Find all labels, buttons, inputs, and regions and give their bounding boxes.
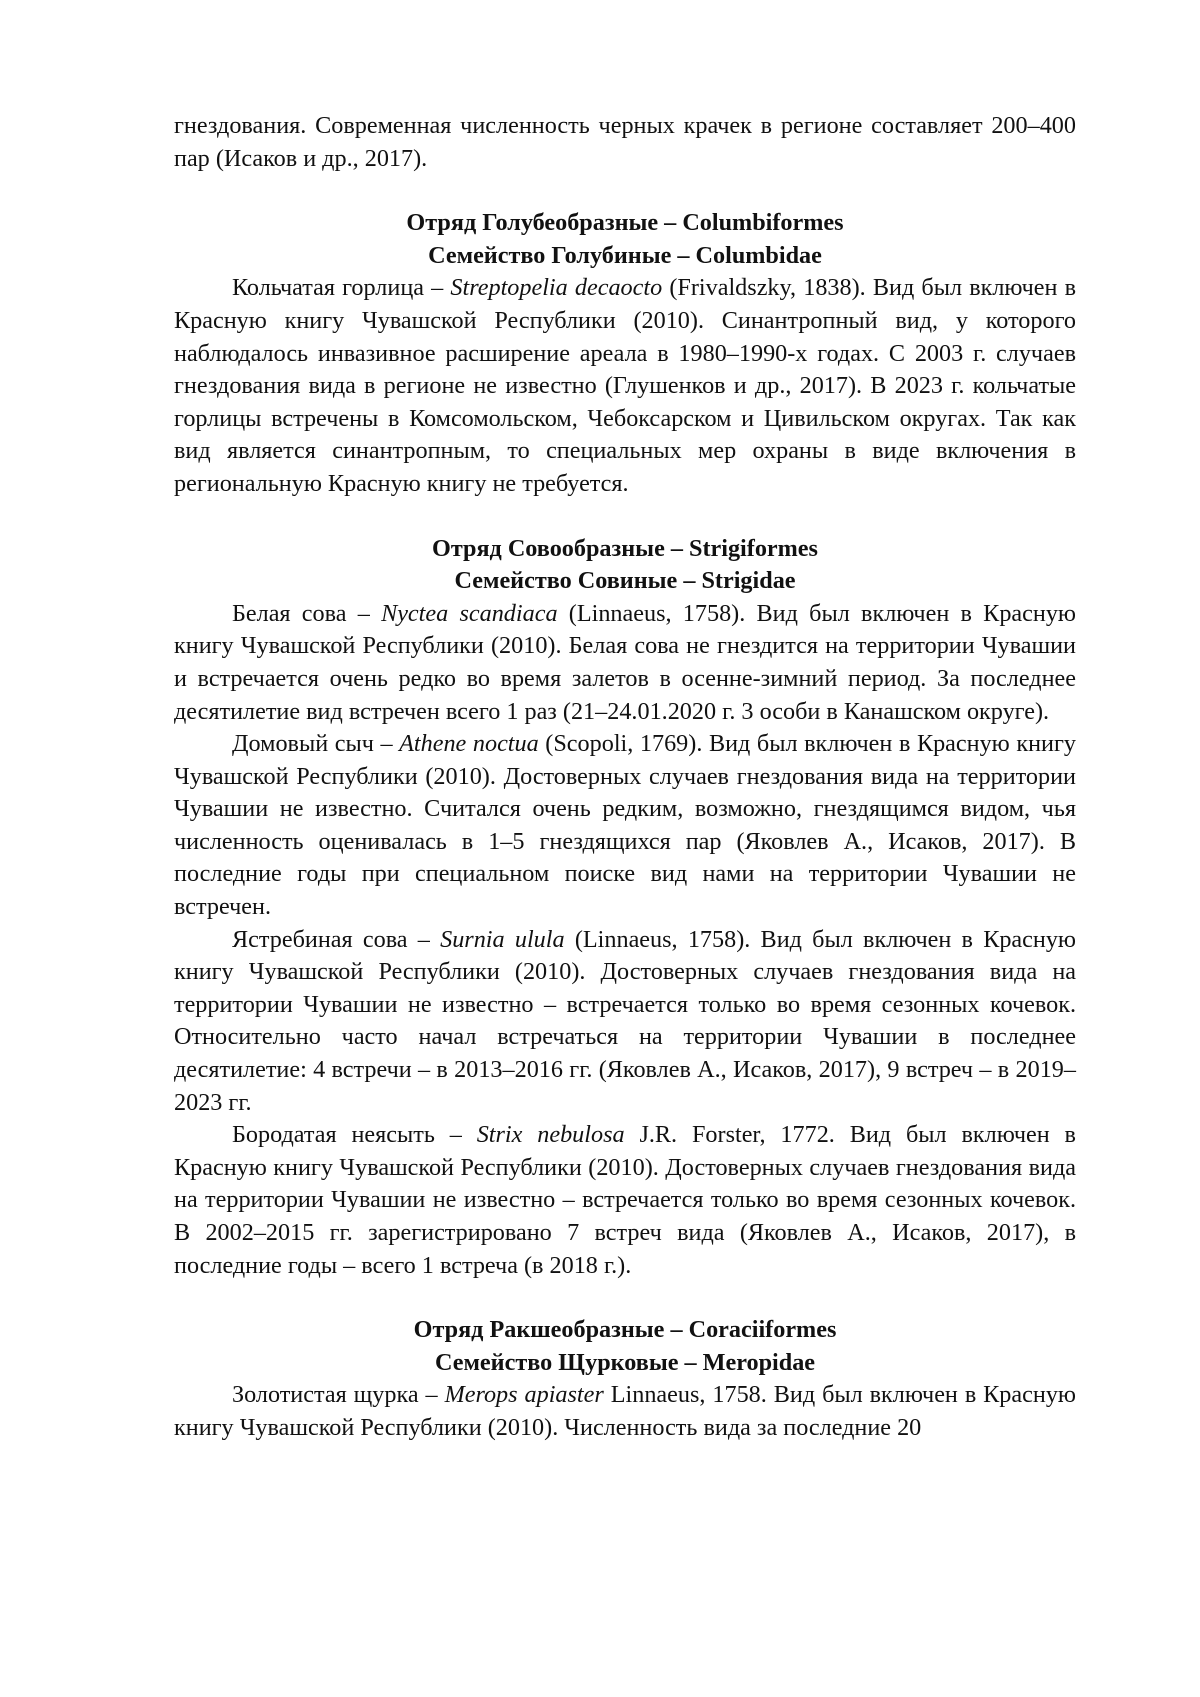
paragraph-black-tern-end [174,110,1076,175]
order-heading-strigiformes: Отряд Совообразные – Strigiformes [432,534,818,562]
species-description: J.R. Forster, 1772. Вид был включен в Красную книгу Чувашской Республики (2010). Достоверных случаев гнездования вида на территории Чувашии не известно – встречается только во время сезонных кочевок. В 2002–2015 гг. зарегистрировано 7 встреч вида (Яковлев А., Исаков, 2017), в последние годы – всего 1 встреча (в 2018 г.). [174,1121,1076,1279]
paragraph-surnia [174,924,1076,1120]
species-scientific-name: Strix nebulosa [476,1121,625,1149]
section-gap [174,175,1076,207]
paragraph-merops [174,1379,1076,1444]
species-common-name: Домовый сыч – [232,730,400,758]
family-heading-strigidae: Семейство Совиные – Strigidae [454,567,796,595]
species-description: Linnaeus, 1758. Вид был включен в Красную книгу Чувашской Республики (2010). Численность вида за последние 20 [174,1381,1076,1441]
paragraph-streptopelia [174,272,1076,500]
family-heading-columbidae: Семейство Голубиные – Columbidae [428,241,822,269]
species-scientific-name: Merops apiaster [444,1381,604,1409]
species-description: (Frivaldszky, 1838). Вид был включен в Красную книгу Чувашской Республики (2010). Синантропный вид, у которого наблюдалось инвазивное расширение ареала в 1980–1990-х годах. С 2003 г. случаев гнездования вида в регионе не известно (Глушенков и др., 2017). В 2023 г. кольчатые горлицы встречены в Комсомольском, Чебоксарском и Цивильском округах. Так как вид является синантропным, то специальных мер охраны в виде включения в региональную Красную книгу не требуется. [174,274,1076,497]
species-scientific-name: Streptopelia decaocto [450,274,663,302]
species-description: (Scopoli, 1769). Вид был включен в Красную книгу Чувашской Республики (2010). Достоверных случаев гнездования вида на территории Чувашии не известно. Считался очень редким, возможно, гнездящимся видом, чья численность оценивалась в 1–5 гнездящихся пар (Яковлев А., Исаков, 2017). В последние годы при специальном поиске вид нами на территории Чувашии не встречен. [174,730,1076,921]
order-heading-coraciiformes: Отряд Ракшеобразные – Coraciiformes [413,1316,837,1344]
species-common-name: Ястребиная сова – [232,925,441,953]
species-description: (Linnaeus, 1758). Вид был включен в Красную книгу Чувашской Республики (2010). Белая сова не гнездится на территории Чувашии и встречается очень редко во время залетов в осенне-зимний период. За последнее десятилетие вид встречен всего 1 раз (21–24.01.2020 г. 3 особи в Канашском округе). [174,599,1076,725]
species-scientific-name: Athene noctua [399,730,539,758]
species-scientific-name: Nyctea scandiaca [381,599,558,627]
species-common-name: Белая сова – [232,599,382,627]
species-common-name: Бородатая неясыть – [232,1121,477,1149]
paragraph-strix [174,1119,1076,1282]
order-heading-columbiformes: Отряд Голубеобразные – Columbiformes [406,209,844,237]
paragraph-athene [174,728,1076,924]
species-description: (Linnaeus, 1758). Вид был включен в Красную книгу Чувашской Республики (2010). Достоверных случаев гнездования вида на территории Чувашии не известно – встречается только во время сезонных кочевок. Относительно часто начал встречаться на территории Чувашии в последнее десятилетие: 4 встречи – в 2013–2016 гг. (Яковлев А., Исаков, 2017), 9 встреч – в 2019–2023 гг. [174,925,1076,1116]
species-common-name: Кольчатая горлица – [232,274,451,302]
paragraph-text: гнездования. Современная численность черных крачек в регионе составляет 200–400 пар (Исаков и др., 2017). [174,112,1076,172]
section-gap [174,1282,1076,1314]
family-heading-meropidae: Семейство Щурковые – Meropidae [434,1348,816,1376]
section-gap [174,501,1076,533]
paragraph-nyctea [174,598,1076,728]
species-common-name: Золотистая щурка – [232,1381,445,1409]
species-scientific-name: Surnia ulula [440,925,565,953]
